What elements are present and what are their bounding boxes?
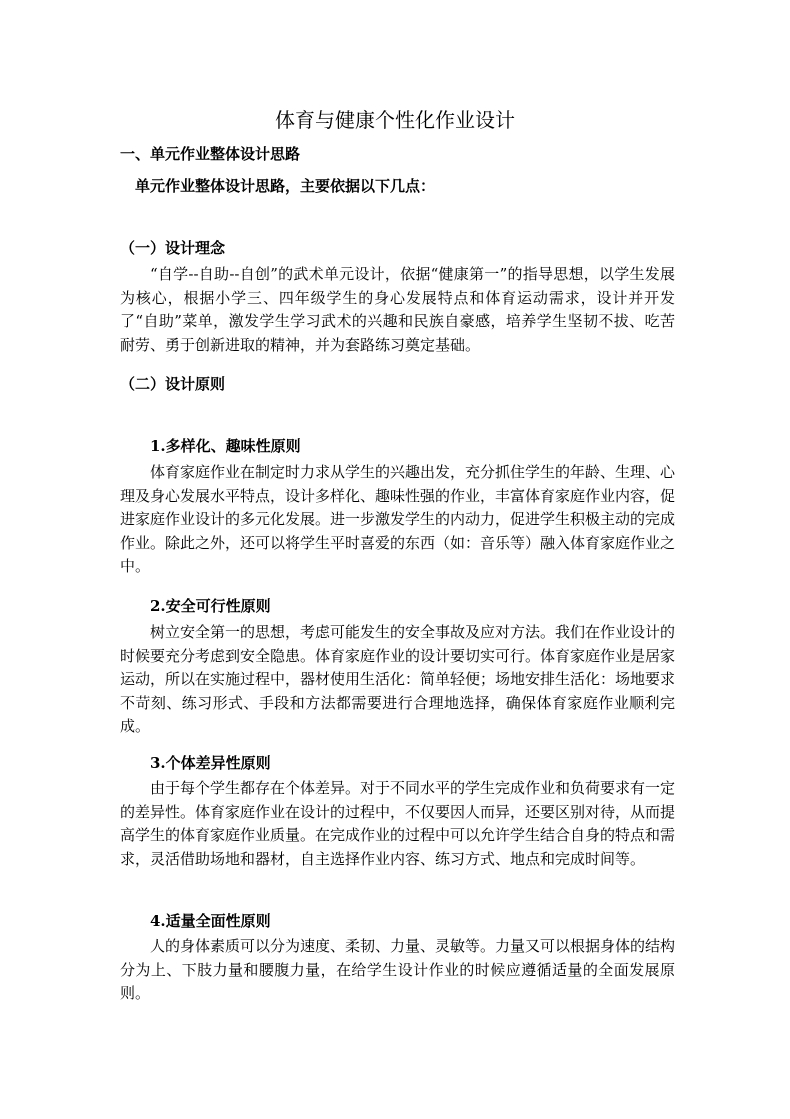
section-heading-1: 一、单元作业整体设计思路 <box>120 145 301 163</box>
principle-heading-2: 2.安全可行性原则 <box>150 597 271 615</box>
subsection-heading-design-principles: （二）设计原则 <box>120 375 226 393</box>
principle-heading-4: 4.适量全面性原则 <box>150 912 271 930</box>
principle-heading-3: 3.个体差异性原则 <box>150 754 271 772</box>
document-title: 体育与健康个性化作业设计 <box>275 108 515 132</box>
paragraph-design-concept: “自学--自助--自创”的武术单元设计，依据“健康第一”的指导思想，以学生发展为核心，根据小学三、四年级学生的身心发展特点和体育运动需求，设计并开发了“自助”菜单，激发学生学习武术的兴趣和民族自豪感，培养学生坚韧不拔、吃苦耐劳、勇于创新进取的精神，并为套路练习奠定基础。 <box>120 265 675 354</box>
subsection-heading-design-concept: （一）设计理念 <box>120 239 226 257</box>
principle-heading-1: 1.多样化、趣味性原则 <box>150 437 301 455</box>
principle-paragraph-3: 由于每个学生都存在个体差异。对于不同水平的学生完成作业和负荷要求有一定的差异性。体育家庭作业在设计的过程中，不仅要因人而异，还要区别对待，从而提高学生的体育家庭作业质量。在完成作业的过程中可以允许学生结合自身的特点和需求，灵活借助场地和器材，自主选择作业内容、练习方式、地点和完成时间等。 <box>120 779 676 868</box>
section-intro: 单元作业整体设计思路，主要依据以下几点： <box>135 177 436 195</box>
principle-paragraph-4: 人的身体素质可以分为速度、柔韧、力量、灵敏等。力量又可以根据身体的结构分为上、下肢力量和腰腹力量，在给学生设计作业的时候应遵循适量的全面发展原则。 <box>120 937 676 1002</box>
principle-paragraph-2: 树立安全第一的思想，考虑可能发生的安全事故及应对方法。我们在作业设计的时候要充分考虑到安全隐患。体育家庭作业的设计要切实可行。体育家庭作业是居家运动，所以在实施过程中，器材使用生活化：简单轻便；场地安排生活化：场地要求不苛刻、练习形式、手段和方法都需要进行合理地选择，确保体育家庭作业顺利完成。 <box>120 623 676 735</box>
principle-paragraph-1: 体育家庭作业在制定时力求从学生的兴趣出发，充分抓住学生的年龄、生理、心理及身心发展水平特点，设计多样化、趣味性强的作业，丰富体育家庭作业内容，促进家庭作业设计的多元化发展。进一步激发学生的内动力，促进学生积极主动的完成作业。除此之外，还可以将学生平时喜爱的东西（如：音乐等）融入体育家庭作业之中。 <box>120 463 676 575</box>
